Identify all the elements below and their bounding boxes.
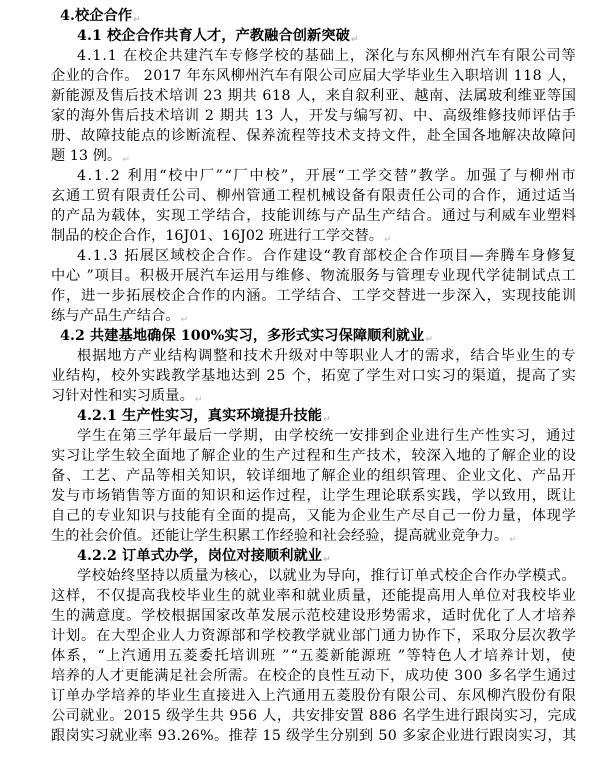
line-text: 订单办学培养的毕业生直接进入上汽通用五菱股份有限公司、东风柳汽股份有限 xyxy=(51,688,577,704)
line-text: 4.2 共建基地确保 100%实习，多形式实习保障顺利就业 xyxy=(60,328,425,344)
line-text: 生的社会价值。还能让学生积累工作经验和社会经验，提高就业竞争力。 xyxy=(51,528,509,544)
text-line xyxy=(51,86,576,106)
text-line xyxy=(77,566,576,586)
line-text: 发与市场销售等方面的知识和运作过程，让学生理论联系实践，学以致用，既让 xyxy=(51,488,577,504)
text-line xyxy=(77,406,331,426)
line-text: 册、故障技能点的诊断流程、保养流程等技术支持文件，赴全国各地解决故障问 xyxy=(51,128,577,144)
paragraph-mark-icon: ↵ xyxy=(323,555,331,565)
paragraph-mark-icon: ↵ xyxy=(122,155,130,165)
text-line xyxy=(77,246,577,266)
line-text: 4.1.2 利用“校中厂”“厂中校”，开展“工学交替”教学。加强了与柳州市 xyxy=(77,168,578,184)
line-text: 4.1 校企合作共育人才，产教融合创新突破 xyxy=(77,28,350,44)
line-text: 题 13 例。 xyxy=(51,148,122,164)
line-text: 培养的人才更能满足社会所需。在校企的良性互动下，成功使 300 多名学生通过 xyxy=(51,668,577,684)
line-text: 体系，“上汽通用五菱委托培训班 ”“五菱新能源班 ”等特色人才培养计划，使 xyxy=(51,648,577,664)
text-line xyxy=(51,126,577,146)
text-line xyxy=(51,286,577,306)
text-line xyxy=(51,186,577,206)
text-line xyxy=(60,6,141,26)
paragraph-mark-icon: ↵ xyxy=(180,315,189,325)
text-line xyxy=(51,146,130,166)
text-line xyxy=(77,426,576,446)
line-text: 业结构，校外实践教学基地达到 25 个，拓宽了学生对口实习的渠道，提高了实 xyxy=(51,368,577,384)
text-line xyxy=(51,386,203,406)
line-text: 练与产品生产结合。 xyxy=(51,308,180,324)
line-text: 习针对性和实习质量。 xyxy=(51,388,194,404)
text-line xyxy=(51,66,576,86)
paragraph-mark-icon: ↵ xyxy=(323,415,331,425)
line-text: 4.2.2 订单式办学，岗位对接顺利就业 xyxy=(77,548,323,564)
line-text: 4.校企合作 xyxy=(60,8,133,24)
text-line xyxy=(51,526,517,546)
text-line xyxy=(51,726,577,746)
text-line xyxy=(77,26,359,46)
text-line xyxy=(51,666,577,686)
paragraph-mark-icon: ↵ xyxy=(425,335,433,345)
text-line xyxy=(51,646,577,666)
text-line xyxy=(51,306,188,326)
line-text: 家的海外售后技术培训 2 期共 13 人，开发与编写初、中、高级维修技师评估手 xyxy=(51,108,577,124)
text-line xyxy=(51,206,577,226)
text-line xyxy=(77,166,577,186)
text-line xyxy=(51,626,577,646)
paragraph-mark-icon: ↵ xyxy=(350,35,359,45)
line-text: 4.1.3 拓展区域校企合作。合作建设“教育部校企合作项目—奔腾车身修复 xyxy=(77,248,577,264)
line-text: 中心 ”项目。积极开展汽车运用与维修、物流服务与管理专业现代学徒制试点工 xyxy=(51,268,577,284)
text-line xyxy=(77,546,331,566)
line-text: 公司就业。2015 级学生共 956 人，共安排安置 886 名学生进行跟岗实习，完成 xyxy=(51,708,577,724)
text-line xyxy=(51,446,577,466)
line-text: 学生在第三学年最后一学期，由学校统一安排到企业进行生产性实习，通过 xyxy=(77,428,577,444)
line-text: 的产品为载体，实现工学结合，技能训练与产品生产结合。通过与利威车业塑料 xyxy=(51,208,577,224)
text-line xyxy=(51,486,577,506)
text-line xyxy=(51,466,577,486)
line-text: 备、工艺、产品等相关知识，较详细地了解企业的组织管理、企业文化、产品开 xyxy=(51,468,577,484)
text-line xyxy=(77,346,576,366)
line-text: 实习让学生较全面地了解企业的生产过程和生产技术，较深入地的了解企业的设 xyxy=(51,448,577,464)
text-line xyxy=(51,366,577,386)
line-text: 作，进一步拓展校企合作的内涵。工学结合、工学交替进一步深入，实现技能训 xyxy=(51,288,577,304)
line-text: 4.1.1 在校企共建汽车专修学校的基础上，深化与东风柳州汽车有限公司等 xyxy=(77,48,577,64)
line-text: 生的满意度。学校根据国家改革发展示范校建设形势需求，适时优化了人才培养 xyxy=(51,608,577,624)
paragraph-mark-icon: ↵ xyxy=(384,235,392,245)
text-line xyxy=(51,106,577,126)
text-line xyxy=(51,266,577,286)
paragraph-mark-icon: ↵ xyxy=(194,395,203,405)
line-text: 新能源及售后技术培训 23 期共 618 人，来自叙利亚、越南、法属玻利维亚等国 xyxy=(51,88,577,104)
line-text: 学校始终坚持以质量为核心，以就业为导向，推行订单式校企合作办学模式。 xyxy=(77,568,577,584)
text-line xyxy=(51,706,577,726)
line-text: 企业的合作。 2017 年东风柳州汽车有限公司应届大学毕业生入职培训 118 人， xyxy=(51,68,577,84)
line-text: 4.2.1 生产性实习，真实环境提升技能 xyxy=(77,408,323,424)
text-line xyxy=(51,586,577,606)
line-text: 玄通工贸有限责任公司、柳州管通工程机械设备有限责任公司的合作，通过适当 xyxy=(51,188,577,204)
text-line xyxy=(51,686,577,706)
line-text: 这样，不仅提高我校毕业生的就业率和就业质量，还能提高用人单位对我校毕业 xyxy=(51,588,577,604)
line-text: 计划。在大型企业人力资源部和学校教学就业部门通力协作下，采取分层次教学 xyxy=(51,628,577,644)
paragraph-mark-icon: ↵ xyxy=(509,535,517,545)
text-line xyxy=(51,226,392,246)
line-text: 自己的专业知识与技能有全面的提高，又能为企业生产尽自己一份力量，体现学 xyxy=(51,508,577,524)
text-line xyxy=(60,326,433,346)
text-line xyxy=(51,606,577,626)
paragraph-mark-icon: ↵ xyxy=(133,15,141,25)
text-line xyxy=(51,506,577,526)
line-text: 根据地方产业结构调整和技术升级对中等职业人才的需求，结合毕业生的专 xyxy=(77,348,577,364)
line-text: 跟岗实习就业率 93.26%。推荐 15 级学生分别到 50 多家企业进行跟岗实习，其 xyxy=(51,728,577,744)
text-line xyxy=(77,46,577,66)
line-text: 制品的校企合作，16J01、16J02 班进行工学交替。 xyxy=(51,228,384,244)
